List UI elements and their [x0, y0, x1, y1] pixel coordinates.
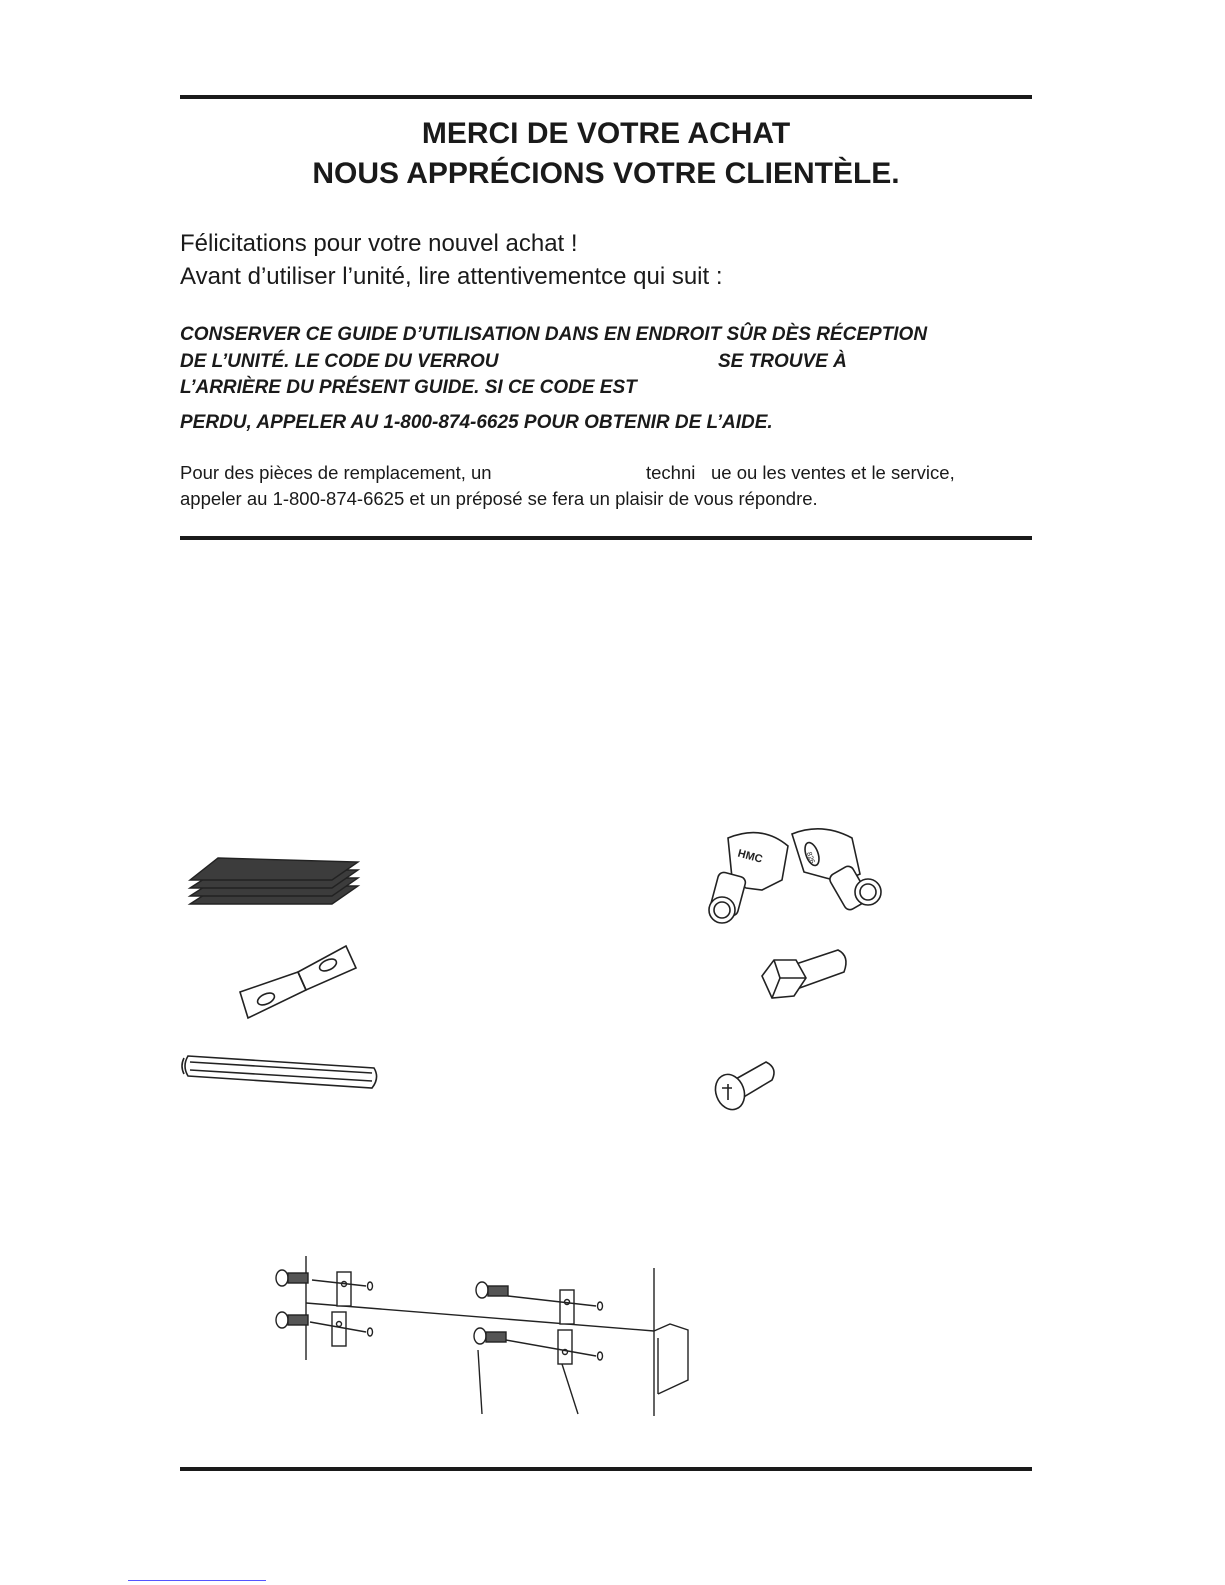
- service-line-1c: ue ou les ventes et le service,: [711, 462, 955, 483]
- intro-line-1: Félicitations pour votre nouvel achat !: [180, 230, 578, 257]
- warning-line-1: CONSERVER CE GUIDE D’UTILISATION DANS EN ENDROIT SÛR DÈS RÉCEPTION: [180, 324, 928, 345]
- service-line-1b: techni: [646, 462, 696, 483]
- middle-rule: [180, 536, 1032, 540]
- bottom-rule: [180, 1467, 1032, 1471]
- key-brand-label: HMC: [736, 847, 764, 866]
- warning-line-2b: SE TROUVE À: [718, 351, 847, 372]
- rivet-icon: [708, 1054, 788, 1124]
- bracket-icon: [236, 938, 366, 1024]
- hex-bolt-icon: [754, 938, 854, 1018]
- link-underline: [128, 1580, 266, 1581]
- top-rule: [180, 95, 1032, 99]
- warning-line-2a: DE L’UNITÉ. LE CODE DU VERROU: [180, 351, 499, 372]
- title-line-2: NOUS APPRÉCIONS VOTRE CLIENTÈLE.: [312, 157, 900, 190]
- assembly-diagram: [270, 1256, 700, 1416]
- shims-icon: [180, 848, 370, 918]
- rod-icon: [176, 1048, 386, 1096]
- service-line-1a: Pour des pièces de remplacement, un: [180, 462, 492, 483]
- title-line-1: MERCI DE VOTRE ACHAT: [421, 117, 791, 150]
- warning-line-3: L’ARRIÈRE DU PRÉSENT GUIDE. SI CE CODE EST: [180, 377, 637, 398]
- service-line-2: appeler au 1-800-874-6625 et un préposé se fera un plaisir de vous répondre.: [180, 488, 818, 509]
- warning-line-4: PERDU, APPELER AU 1-800-874-6625 POUR OBTENIR DE L’AIDE.: [180, 412, 773, 433]
- keys-icon: [692, 818, 902, 928]
- intro-line-2: Avant d’utiliser l’unité, lire attentivementce qui suit :: [180, 263, 723, 290]
- key-code-label: 826: [804, 851, 816, 865]
